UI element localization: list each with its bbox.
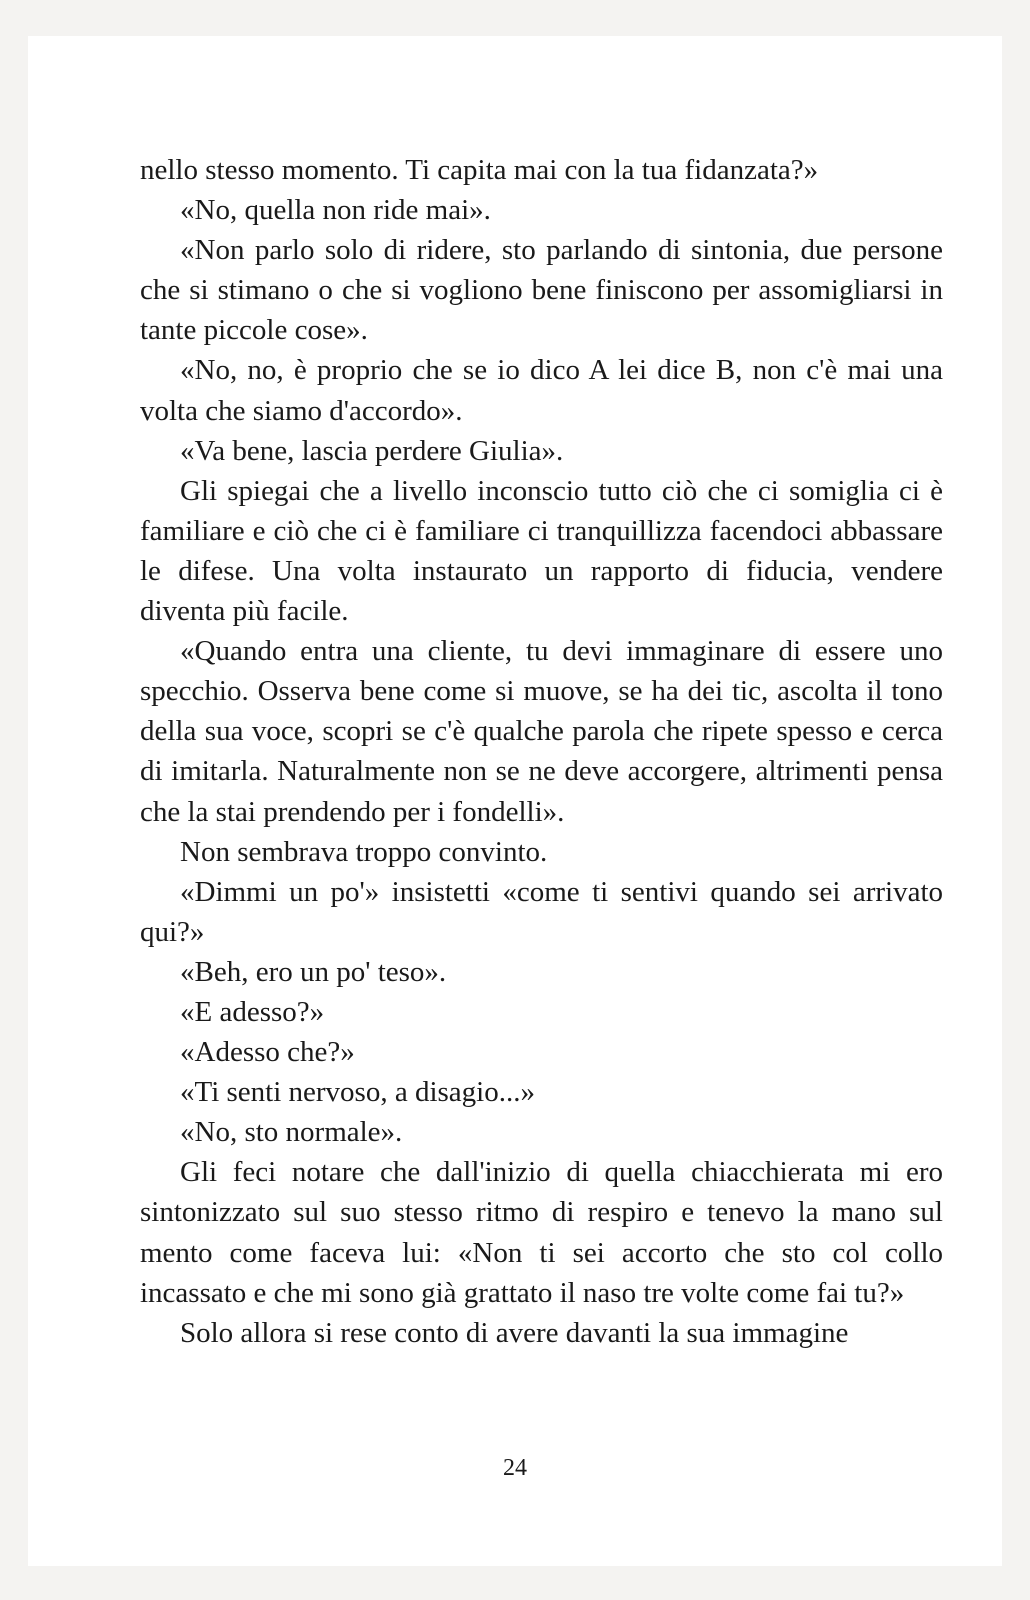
paragraph: «Va bene, lascia perdere Giulia». bbox=[180, 434, 564, 467]
paragraph: «Ti senti nervoso, a disagio...» bbox=[180, 1076, 535, 1109]
paragraph: «Dimmi un po'» insistetti «come ti sentivi quando sei arrivato qui?» bbox=[140, 875, 943, 948]
paragraph: Gli feci notare che dall'inizio di quella chiacchierata mi ero sintonizzato sul suo stesso ritmo di respiro e tenevo la mano sul mento come faceva lui: «Non ti sei accorto che sto col collo incassato e che mi sono già grattato il naso tre volte come fai tu?» bbox=[140, 1156, 943, 1309]
paragraph: «No, sto normale». bbox=[180, 1116, 403, 1149]
paragraph: «Adesso che?» bbox=[180, 1036, 355, 1069]
paragraph: Non sembrava troppo convinto. bbox=[180, 835, 548, 868]
paragraph: «No, quella non ride mai». bbox=[180, 194, 491, 227]
page-body-text bbox=[140, 150, 943, 1353]
paragraph: Gli spiegai che a livello inconscio tutto ciò che ci somiglia ci è familiare e ciò che ci è familiare ci tranquillizza facendoci abbassare le difese. Una volta instaurato un rapporto di fiducia, vendere diventa più facile. bbox=[140, 474, 943, 628]
paragraph: «Quando entra una cliente, tu devi immaginare di essere uno specchio. Osserva bene come si muove, se ha dei tic, ascolta il tono della sua voce, scopri se c'è qualche parola che ripete spesso e cerca di imitarla. Naturalmente non se ne deve accorgere, altrimenti pensa che la stai prendendo per i fondelli». bbox=[140, 635, 943, 828]
page-number: 24 bbox=[503, 1455, 527, 1481]
paragraph: «No, no, è proprio che se io dico A lei dice B, non c'è mai una volta che siamo d'accordo». bbox=[140, 354, 943, 427]
paragraph: nello stesso momento. Ti capita mai con la tua fidanzata?» bbox=[140, 154, 819, 186]
paragraph: «E adesso?» bbox=[180, 995, 325, 1028]
paragraph: «Non parlo solo di ridere, sto parlando di sintonia, due persone che si stimano o che si vogliono bene finiscono per assomigliarsi in tante piccole cose». bbox=[140, 234, 943, 347]
paragraph: Solo allora si rese conto di avere davanti la sua immagine bbox=[180, 1316, 849, 1349]
paragraph: «Beh, ero un po' teso». bbox=[180, 955, 447, 988]
